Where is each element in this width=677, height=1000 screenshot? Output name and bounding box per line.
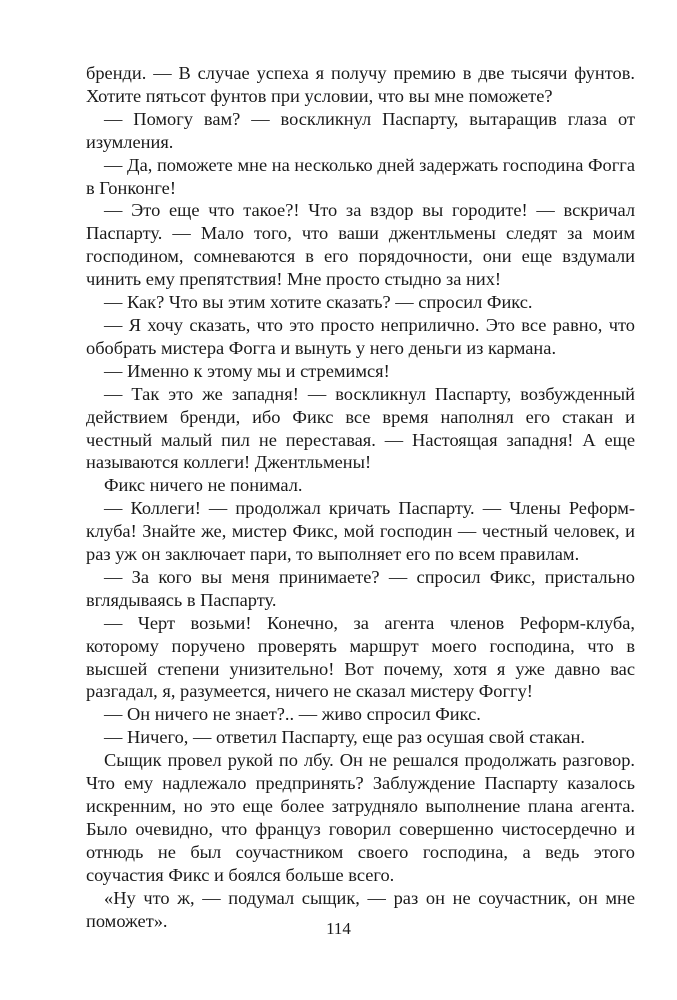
paragraph-12: — Черт возьми! Конечно, за агента членов Реформ-клуба, которому поручено проверять маршрут моего господина, что в высшей степени унизительно! Вот почему, хотя я уже давно вас разгадал, я, разумеется, ничего не сказал мистеру Фоггу! (86, 612, 635, 702)
paragraph-5: — Как? Что вы этим хотите сказать? — спросил Фикс. (104, 292, 533, 313)
paragraph-10: — Коллеги! — продолжал кричать Паспарту. — Члены Реформ-клуба! Знайте же, мистер Фикс, мой господин — честный человек, и раз уж он заключает пари, то выполняет его по всем правилам. (86, 498, 635, 565)
paragraph-15: Сыщик провел рукой по лбу. Он не решался продолжать разговор. Что ему надлежало предпринять? Заблуждение Паспарту казалось искренним, но это еще более затрудняло выполнение плана агента. Было очевидно, что француз говорил совершенно чистосердечно и отнюдь не был соучастником своего господина, а ведь этого соучастия Фикс и боялся больше всего. (86, 750, 635, 885)
page-number: 114 (326, 919, 351, 938)
paragraph-4: — Это еще что такое?! Что за вздор вы городите! — вскричал Паспарту. — Мало того, что ваши джентльмены следят за моим господином, сомневаются в его порядочности, они еще вздумали чинить ему препятствия! Мне просто стыдно за них! (86, 200, 635, 290)
paragraph-13: — Он ничего не знает?.. — живо спросил Фикс. (104, 704, 481, 725)
paragraph-16: «Ну что ж, — подумал сыщик, — раз он не соучастник, он мне поможет». (86, 887, 635, 931)
paragraph-11: — За кого вы меня принимаете? — спросил Фикс, пристально вглядываясь в Паспарту. (86, 566, 635, 610)
paragraph-1: бренди. — В случае успеха я получу премию в две тысячи фунтов. Хотите пятьсот фунтов при условии, что вы мне поможете? (86, 63, 635, 106)
paragraph-6: — Я хочу сказать, что это просто неприлично. Это все равно, что обобрать мистера Фогга и вынуть у него деньги из кармана. (86, 314, 635, 358)
paragraph-2: — Помогу вам? — воскликнул Паспарту, вытаращив глаза от изумления. (86, 108, 635, 152)
paragraph-8: — Так это же западня! — воскликнул Паспарту, возбужденный действием бренди, ибо Фикс все время наполнял его стакан и честный малый пил не переставая. — Настоящая западня! А еще называются коллеги! Джентльмены! (86, 383, 635, 473)
paragraph-9: Фикс ничего не понимал. (104, 475, 303, 496)
body-text (86, 62, 635, 932)
paragraph-3: — Да, поможете мне на несколько дней задержать господина Фогга в Гонконге! (86, 154, 635, 198)
paragraph-7: — Именно к этому мы и стремимся! (104, 360, 390, 381)
paragraph-14: — Ничего, — ответил Паспарту, еще раз осушая свой стакан. (104, 727, 585, 748)
